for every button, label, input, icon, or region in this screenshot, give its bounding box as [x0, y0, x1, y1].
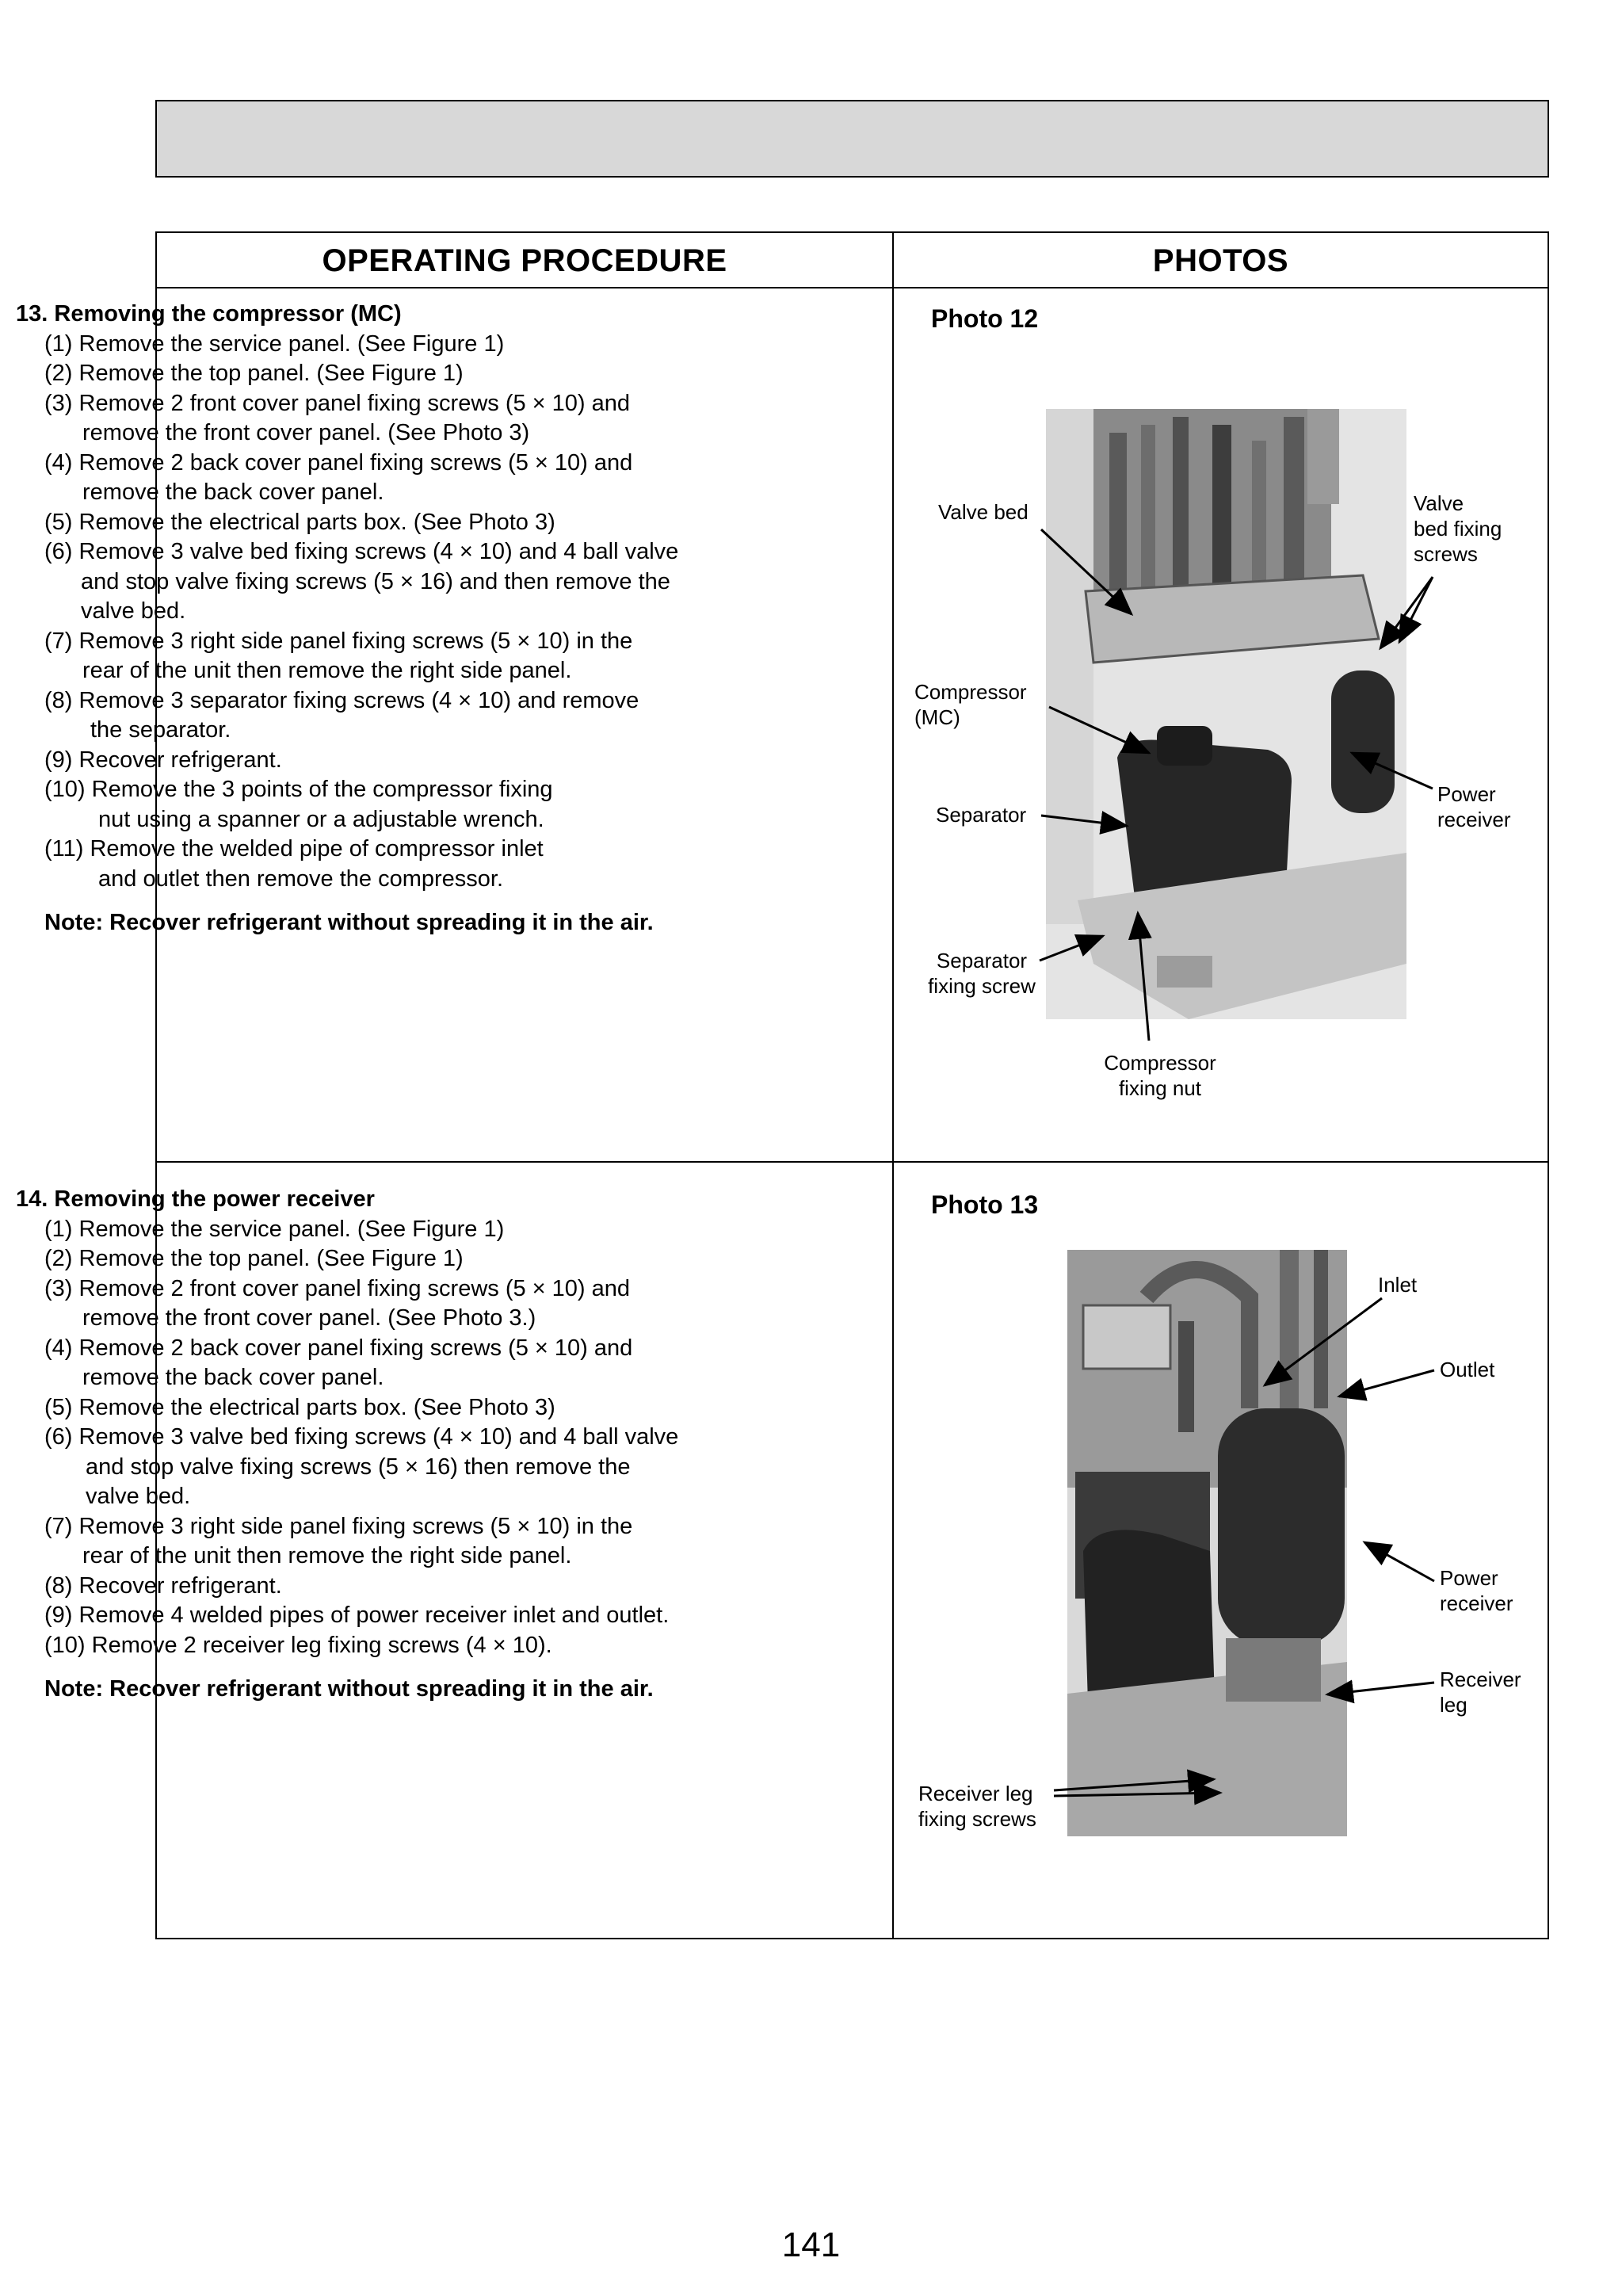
step-text: (8) Recover refrigerant. [44, 1572, 282, 1599]
step-text: and stop valve fixing screws (5 × 16) and then remove the [81, 568, 670, 594]
callout-line: fixing nut [1118, 1076, 1202, 1100]
row-divider [157, 1161, 1548, 1163]
step-text: and outlet then remove the compressor. [98, 865, 504, 892]
procedure-column-header: OPERATING PROCEDURE [322, 243, 727, 278]
callout-inlet: Inlet [1378, 1273, 1418, 1297]
step-text: (7) Remove 3 right side panel fixing screws (5 × 10) in the [44, 1513, 633, 1539]
photo-12-label: Photo 12 [931, 304, 1039, 333]
step-text: remove the front cover panel. (See Photo 3.) [82, 1305, 536, 1331]
callout-line: bed fixing [1414, 517, 1502, 541]
step-text: (3) Remove 2 front cover panel fixing screws (5 × 10) and [44, 390, 631, 416]
callout-line: Compressor [1104, 1051, 1216, 1075]
section-14-title: 14. Removing the power receiver [16, 1186, 375, 1212]
callout-line: Power [1437, 782, 1496, 806]
callout-line: Separator [936, 949, 1028, 972]
section-13-title: 13. Removing the compressor (MC) [16, 301, 402, 327]
page-number: 141 [781, 2225, 841, 2264]
step-text: rear of the unit then remove the right side panel. [82, 1543, 572, 1568]
step-text: (6) Remove 3 valve bed fixing screws (4 × 10) and 4 ball valve [44, 539, 679, 564]
callout-separator-screw [922, 948, 1041, 999]
callout-line: fixing screws [918, 1807, 1036, 1831]
step-text: (5) Remove the electrical parts box. (See Photo 3) [44, 1394, 555, 1420]
step-text: (7) Remove 3 right side panel fixing screws (5 × 10) in the [44, 628, 633, 654]
step-text: (6) Remove 3 valve bed fixing screws (4 × 10) and 4 ball valve [44, 1424, 679, 1450]
step-text: nut using a spanner or a adjustable wrench. [98, 806, 544, 832]
section-13-note: Note: Recover refrigerant without spreading it in the air. [44, 910, 654, 935]
photos-column-header: PHOTOS [1152, 243, 1289, 278]
step-text: (2) Remove the top panel. (See Figure 1) [44, 1246, 464, 1271]
header-divider [157, 287, 1548, 288]
callout-line: Receiver leg [918, 1782, 1033, 1805]
callout-line: receiver [1437, 808, 1511, 831]
step-text: (1) Remove the service panel. (See Figure 1) [44, 330, 505, 357]
step-text: (8) Remove 3 separator fixing screws (4 × 10) and remove [44, 687, 639, 713]
callout-valve-bed-screws [1414, 491, 1502, 567]
power-receiver-photo [1067, 1250, 1347, 1836]
photo-13-label: Photo 13 [931, 1190, 1039, 1219]
step-text: and stop valve fixing screws (5 × 16) then remove the [86, 1454, 631, 1480]
callout-line: Valve [1414, 491, 1464, 515]
callout-receiver-leg [1440, 1667, 1521, 1717]
callout-line: Compressor [914, 680, 1027, 704]
callout-line: screws [1414, 542, 1478, 566]
callout-line: leg [1440, 1693, 1467, 1717]
callout-line: receiver [1440, 1591, 1513, 1615]
step-text: valve bed. [81, 598, 186, 624]
step-text: remove the back cover panel. [82, 1365, 384, 1390]
step-text: (10) Remove 2 receiver leg fixing screws (4 × 10). [44, 1632, 552, 1658]
step-text: remove the back cover panel. [82, 479, 384, 505]
step-text: (5) Remove the electrical parts box. (See Photo 3) [44, 509, 555, 535]
section-14-procedure [16, 1185, 729, 1705]
step-text: (2) Remove the top panel. (See Figure 1) [44, 361, 464, 386]
callout-leg-screws [918, 1781, 1036, 1832]
callout-separator: Separator [936, 803, 1027, 827]
step-text: (4) Remove 2 back cover panel fixing screws (5 × 10) and [44, 1335, 633, 1361]
step-text: (9) Recover refrigerant. [44, 747, 282, 773]
callout-compressor-nut [1097, 1050, 1223, 1101]
callout-valve-bed: Valve bed [938, 500, 1029, 524]
step-text: (4) Remove 2 back cover panel fixing screws (5 × 10) and [44, 449, 633, 476]
header-bar [155, 100, 1549, 178]
compressor-unit-photo [1046, 409, 1406, 1019]
column-divider [892, 233, 894, 1938]
step-text: (3) Remove 2 front cover panel fixing screws (5 × 10) and [44, 1275, 631, 1301]
section-13-procedure [16, 300, 729, 938]
callout-line: Receiver [1440, 1668, 1521, 1691]
section-14-note: Note: Recover refrigerant without spreading it in the air. [44, 1676, 654, 1702]
callout-outlet: Outlet [1440, 1358, 1495, 1381]
callout-line: fixing screw [928, 974, 1036, 998]
step-text: (1) Remove the service panel. (See Figure 1) [44, 1216, 505, 1242]
callout-line: Power [1440, 1566, 1498, 1590]
step-text: remove the front cover panel. (See Photo 3) [82, 420, 530, 445]
step-text: rear of the unit then remove the right side panel. [82, 658, 572, 683]
step-text: (11) Remove the welded pipe of compressor inlet [44, 836, 544, 861]
step-text: the separator. [90, 717, 231, 743]
step-text: valve bed. [86, 1484, 191, 1509]
callout-compressor [914, 679, 1027, 730]
step-text: (10) Remove the 3 points of the compressor fixing [44, 777, 553, 802]
callout-power-receiver [1437, 781, 1510, 832]
callout-power-receiver-13 [1440, 1565, 1513, 1616]
callout-line: (MC) [914, 705, 960, 729]
photo-13 [1067, 1250, 1347, 1836]
step-text: (9) Remove 4 welded pipes of power receiver inlet and outlet. [44, 1603, 670, 1628]
photo-12 [1046, 409, 1406, 1019]
